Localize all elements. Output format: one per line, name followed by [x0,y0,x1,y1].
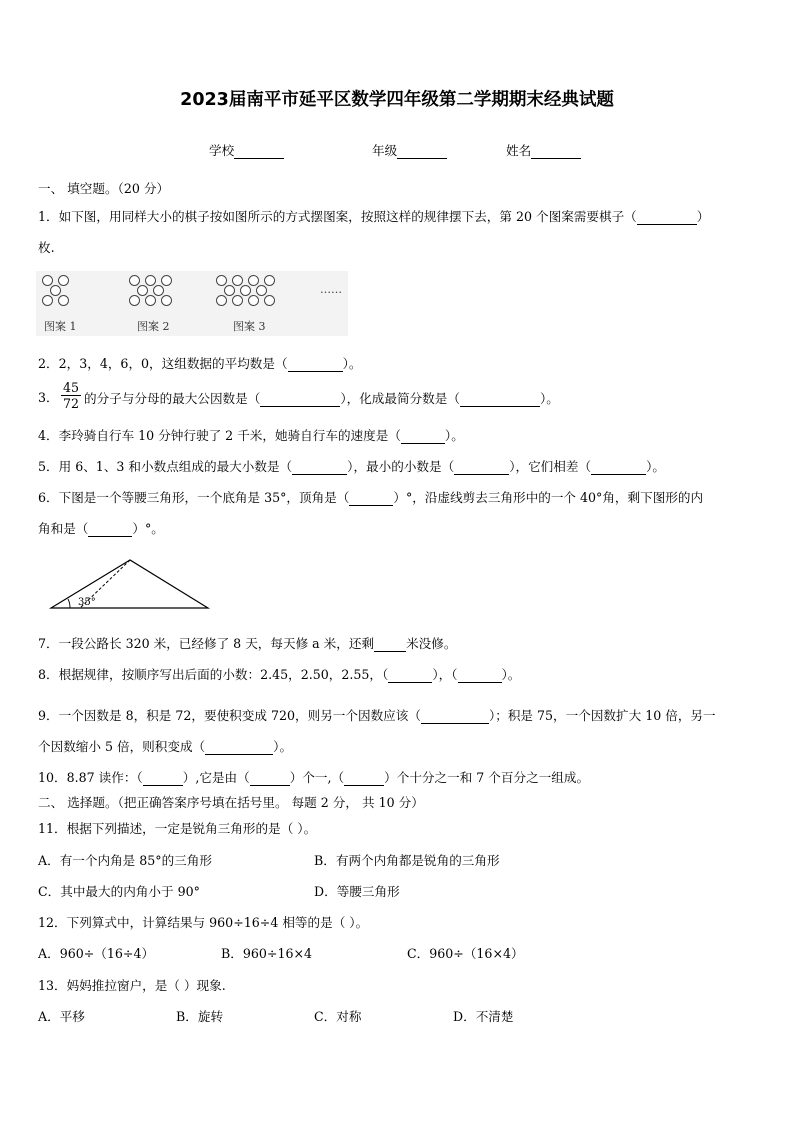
grade-blank[interactable] [397,142,447,159]
name-label: 姓名 [506,143,532,158]
chess-piece-icon [145,295,156,306]
angle-arc [68,599,70,608]
question-2-paren: ）。 [342,356,362,371]
question-1-line-2: 枚. [38,240,55,255]
angle-label: 35° [78,597,96,608]
question-10-blank-2[interactable] [250,769,290,786]
section-2-heading: 二、 选择题。（把正确答案序号填在括号里。 每题 2 分， 共 10 分） [38,795,424,810]
question-1-paren: ） [696,209,710,224]
question-5-text-c: ），它们相差（ [509,459,592,474]
pattern-label-1: 图案 1 [44,320,77,333]
page-title: 2023届南平市延平区数学四年级第二学期期末经典试题 [180,90,614,110]
question-10 [38,769,589,786]
chess-piece-icon [58,275,69,286]
chess-piece-icon [145,275,156,286]
question-7 [38,635,456,652]
question-11-option-d[interactable]: D．等腰三角形 [314,884,400,899]
question-4 [38,427,464,444]
question-6-text-b: ）°，沿虚线剪去三角形中的一个 40°角，剩下图形的内 [393,490,704,505]
chess-piece-icon [50,285,61,296]
chess-piece-icon [264,295,275,306]
chess-piece-icon [240,285,251,296]
question-13-stem: 13．妈妈推拉窗户，是（ ）现象. [38,978,226,993]
question-10-text-b: ）,它是由（ [182,770,250,785]
question-3-blank-2[interactable] [460,390,540,407]
triangle-outline [51,560,208,608]
question-11-stem: 11．根据下列描述，一定是锐角三角形的是（ ）。 [38,821,317,836]
question-5 [38,458,665,475]
question-4-text: 4．李玲骑自行车 10 分钟行驶了 2 千米，她骑自行车的速度是（ [38,428,401,443]
question-3-fraction [61,380,81,411]
name-blank[interactable] [531,142,581,159]
question-13-option-c[interactable]: C．对称 [314,1009,362,1024]
question-9-text-a: 9．一个因数是 8，积是 72，要使积变成 720，则另一个因数应该（ [38,708,421,723]
pattern-label-2: 图案 2 [137,320,170,333]
chess-pattern-figure [36,271,348,336]
question-11-option-b[interactable]: B．有两个内角都是锐角的三角形 [314,853,500,868]
question-10-text-d: ）个十分之一和 7 个百分之一组成。 [384,770,590,785]
fraction-denominator: 72 [62,396,80,411]
grade-field [372,142,447,159]
question-3-number: 3． [38,390,59,405]
question-13-option-b[interactable]: B．旋转 [176,1009,224,1024]
question-9-text-b: ）；积是 75，一个因数扩大 10 倍，另一 [488,708,716,723]
question-12-option-b[interactable]: B．960÷16×4 [221,946,313,961]
question-12-stem: 12．下列算式中，计算结果与 960÷16÷4 相等的是（ ）。 [38,915,369,930]
chess-piece-icon [161,275,172,286]
chess-piece-icon [232,295,243,306]
question-6-text-a: 6．下图是一个等腰三角形，一个底角是 35°，顶角是（ [38,490,350,505]
grade-label: 年级 [372,143,398,158]
question-5-text-d: ）。 [646,459,665,474]
fraction-numerator: 45 [62,380,80,395]
chess-piece-icon [216,275,227,286]
question-8 [38,666,520,683]
question-2-text: 2．2，3，4，6，0，这组数据的平均数是（ [38,356,288,371]
question-6-line-1 [38,489,703,506]
question-7-blank[interactable] [374,635,406,652]
question-6-text-d: ）°。 [132,521,164,536]
question-9-line-1 [38,707,716,724]
school-blank[interactable] [234,142,284,159]
question-10-blank-1[interactable] [143,769,183,786]
question-3-text-c: ）。 [539,391,559,406]
chess-piece-icon [224,285,235,296]
question-2 [38,355,361,372]
question-6-text-c: 角和是（ [38,521,89,536]
question-4-blank[interactable] [401,427,445,444]
isosceles-triangle-figure [46,556,216,614]
question-9-blank-2[interactable] [205,738,273,755]
question-9-text-d: ）。 [273,739,293,754]
question-5-blank-2[interactable] [454,458,509,475]
question-5-text-b: ），最小的小数是（ [347,459,455,474]
question-9-blank-1[interactable] [421,707,489,724]
question-1-text: 1．如下图，用同样大小的棋子按如图所示的方式摆图案，按照这样的规律摆下去，第 20 个图案需要棋子（ [38,209,637,224]
chess-piece-icon [42,275,53,286]
name-field [506,142,581,159]
section-1-heading: 一、 填空题。（20 分） [38,181,170,196]
chess-piece-icon [58,295,69,306]
question-6-blank-2[interactable] [88,520,132,537]
question-13-option-a[interactable]: A．平移 [38,1009,85,1024]
question-5-blank-1[interactable] [292,458,347,475]
question-8-blank-1[interactable] [388,666,432,683]
question-11-option-c[interactable]: C．其中最大的内角小于 90° [38,884,200,899]
chess-piece-icon [161,295,172,306]
question-3-text [84,390,559,407]
question-9-line-2 [38,738,292,755]
question-1-blank[interactable] [637,208,697,225]
question-4-paren: ）。 [444,428,464,443]
question-3-blank-1[interactable] [260,390,340,407]
chess-piece-icon [232,275,243,286]
question-8-text-c: ）。 [501,667,521,682]
question-10-text-a: 10．8.87 读作：（ [38,770,143,785]
question-9-text-c: 个因数缩小 5 倍，则积变成（ [38,739,206,754]
chess-piece-icon [129,275,140,286]
question-8-text-a: 8．根据规律，按顺序写出后面的小数：2.45，2.50，2.55，（ [38,667,389,682]
question-10-blank-3[interactable] [344,769,384,786]
pattern-label-3: 图案 3 [233,320,266,333]
chess-piece-icon [129,295,140,306]
question-3-text-a: 的分子与分母的最大公因数是（ [84,391,261,406]
question-7-text-a: 7．一段公路长 320 米，已经修了 8 天，每天修 a 米，还剩 [38,636,375,651]
question-12-option-c[interactable]: C．960÷（16×4） [407,946,524,961]
question-3-text-b: ），化成最简分数是（ [340,391,460,406]
question-5-blank-3[interactable] [591,458,646,475]
question-13-option-d[interactable]: D．不清楚 [453,1009,514,1024]
chess-piece-icon [137,285,148,296]
chess-piece-icon [248,275,259,286]
pattern-ellipsis: …… [320,283,342,296]
chess-piece-icon [264,275,275,286]
question-6-blank-1[interactable] [349,489,393,506]
question-12-option-a[interactable]: A．960÷（16÷4） [38,946,155,961]
question-1-line-1 [38,208,709,225]
question-6-line-2 [38,520,164,537]
chess-piece-icon [42,295,53,306]
chess-piece-icon [216,295,227,306]
school-field [209,142,284,159]
chess-piece-icon [248,295,259,306]
question-5-text-a: 5．用 6、1、3 和小数点组成的最大小数是（ [38,459,293,474]
chess-piece-icon [153,285,164,296]
question-2-blank[interactable] [288,355,343,372]
question-7-text-b: 米没修。 [406,636,457,651]
school-label: 学校 [209,143,235,158]
question-8-text-b: ），（ [432,667,458,682]
question-11-option-a[interactable]: A．有一个内角是 85°的三角形 [38,853,212,868]
question-8-blank-2[interactable] [458,666,502,683]
chess-piece-icon [256,285,267,296]
question-10-text-c: ）个一,（ [289,770,345,785]
